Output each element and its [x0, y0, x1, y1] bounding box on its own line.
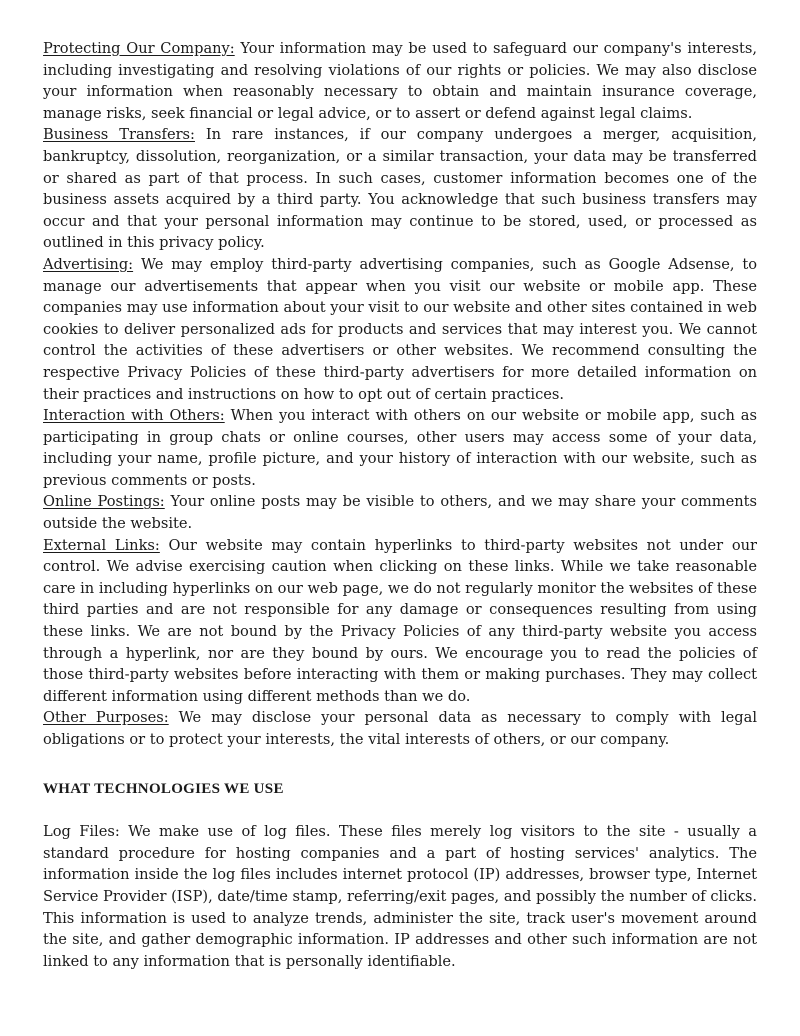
log-files-paragraph: Log Files: We make use of log files. These files merely log visitors to the site - usually a standard procedure for hosting companies and a part of hosting services' analytics. The information inside the log files includes internet protocol (IP) addresses, browser type, Internet Service Provider (ISP), date/time stamp, referring/exit pages, and possibly the number of clicks. This information is used to analyze trends, administer the site, track user's movement around the site, and gather demographic information. IP addresses and other such information are not linked to any information that is personally identifiable. — [43, 823, 757, 970]
technologies-heading: WHAT TECHNOLOGIES WE USE — [43, 780, 284, 797]
advertising-text: We may employ third-party advertising companies, such as Google Adsense, to manage our advertisements that appear when you visit our website or mobile app. These companies may use information about your visit to our website and other sites contained in web cookies to deliver personalized ads for products and services that may interest you. We cannot control the activities of these advertisers or other websites. We recommend consulting the respective Privacy Policies of these third-party advertisers for more detailed information on their practices and instructions on how to opt out of certain practices. — [43, 255, 757, 403]
protecting-company-paragraph — [43, 38, 757, 124]
external-links-text: Our website may contain hyperlinks to third-party websites not under our control. We advise exercising caution when clicking on these links. While we take reasonable care in including hyperlinks on our web page, we do not regularly monitor the websites of these third parties and are not responsible for any damage or consequences resulting from using these links. We are not bound by the Privacy Policies of any third-party website you access through a hyperlink, nor are they bound by ours. We encourage you to read the policies of those third-party websites before interacting with them or making purchases. They may collect different information using different methods than we do. — [43, 536, 757, 705]
advertising-label: Advertising: — [43, 255, 134, 273]
business-transfers-text: In rare instances, if our company undergoes a merger, acquisition, bankruptcy, dissolution, reorganization, or a similar transaction, your data may be transferred or shared as part of that process. In such cases, customer information becomes one of the business assets acquired by a third party. You acknowledge that such business transfers may occur and that your personal information may continue to be stored, used, or processed as outlined in this privacy policy. — [43, 126, 757, 252]
interaction-others-label: Interaction with Others: — [43, 407, 225, 425]
policy-document — [43, 38, 757, 972]
other-purposes-paragraph — [43, 707, 757, 750]
protecting-company-text: Your information may be used to safeguard our company's interests, including investigating and resolving violations of our rights or policies. We may also disclose your information when reasonably necessary to obtain and maintain insurance coverage, manage risks, seek financial or legal advice, or to assert or defend against legal claims. — [43, 40, 757, 122]
protecting-company-label: Protecting Our Company: — [43, 40, 235, 57]
interaction-others-paragraph — [43, 405, 757, 491]
online-postings-label: Online Postings: — [43, 493, 165, 511]
other-purposes-text: We may disclose your personal data as necessary to comply with legal obligations or to protect your interests, the vital interests of others, or our company. — [43, 709, 758, 748]
online-postings-paragraph — [43, 491, 757, 534]
business-transfers-paragraph — [43, 124, 757, 254]
external-links-paragraph — [43, 535, 757, 708]
business-transfers-label: Business Transfers: — [43, 126, 195, 144]
other-purposes-label: Other Purposes: — [43, 709, 169, 727]
online-postings-text: Your online posts may be visible to others, and we may share your comments outside the website. — [43, 493, 758, 533]
interaction-others-text: When you interact with others on our website or mobile app, such as participating in group chats or online courses, other users may access some of your data, including your name, profile picture, and your history of interaction with our website, such as previous comments or posts. — [43, 407, 757, 489]
external-links-label: External Links: — [43, 536, 160, 554]
advertising-paragraph — [43, 254, 757, 405]
